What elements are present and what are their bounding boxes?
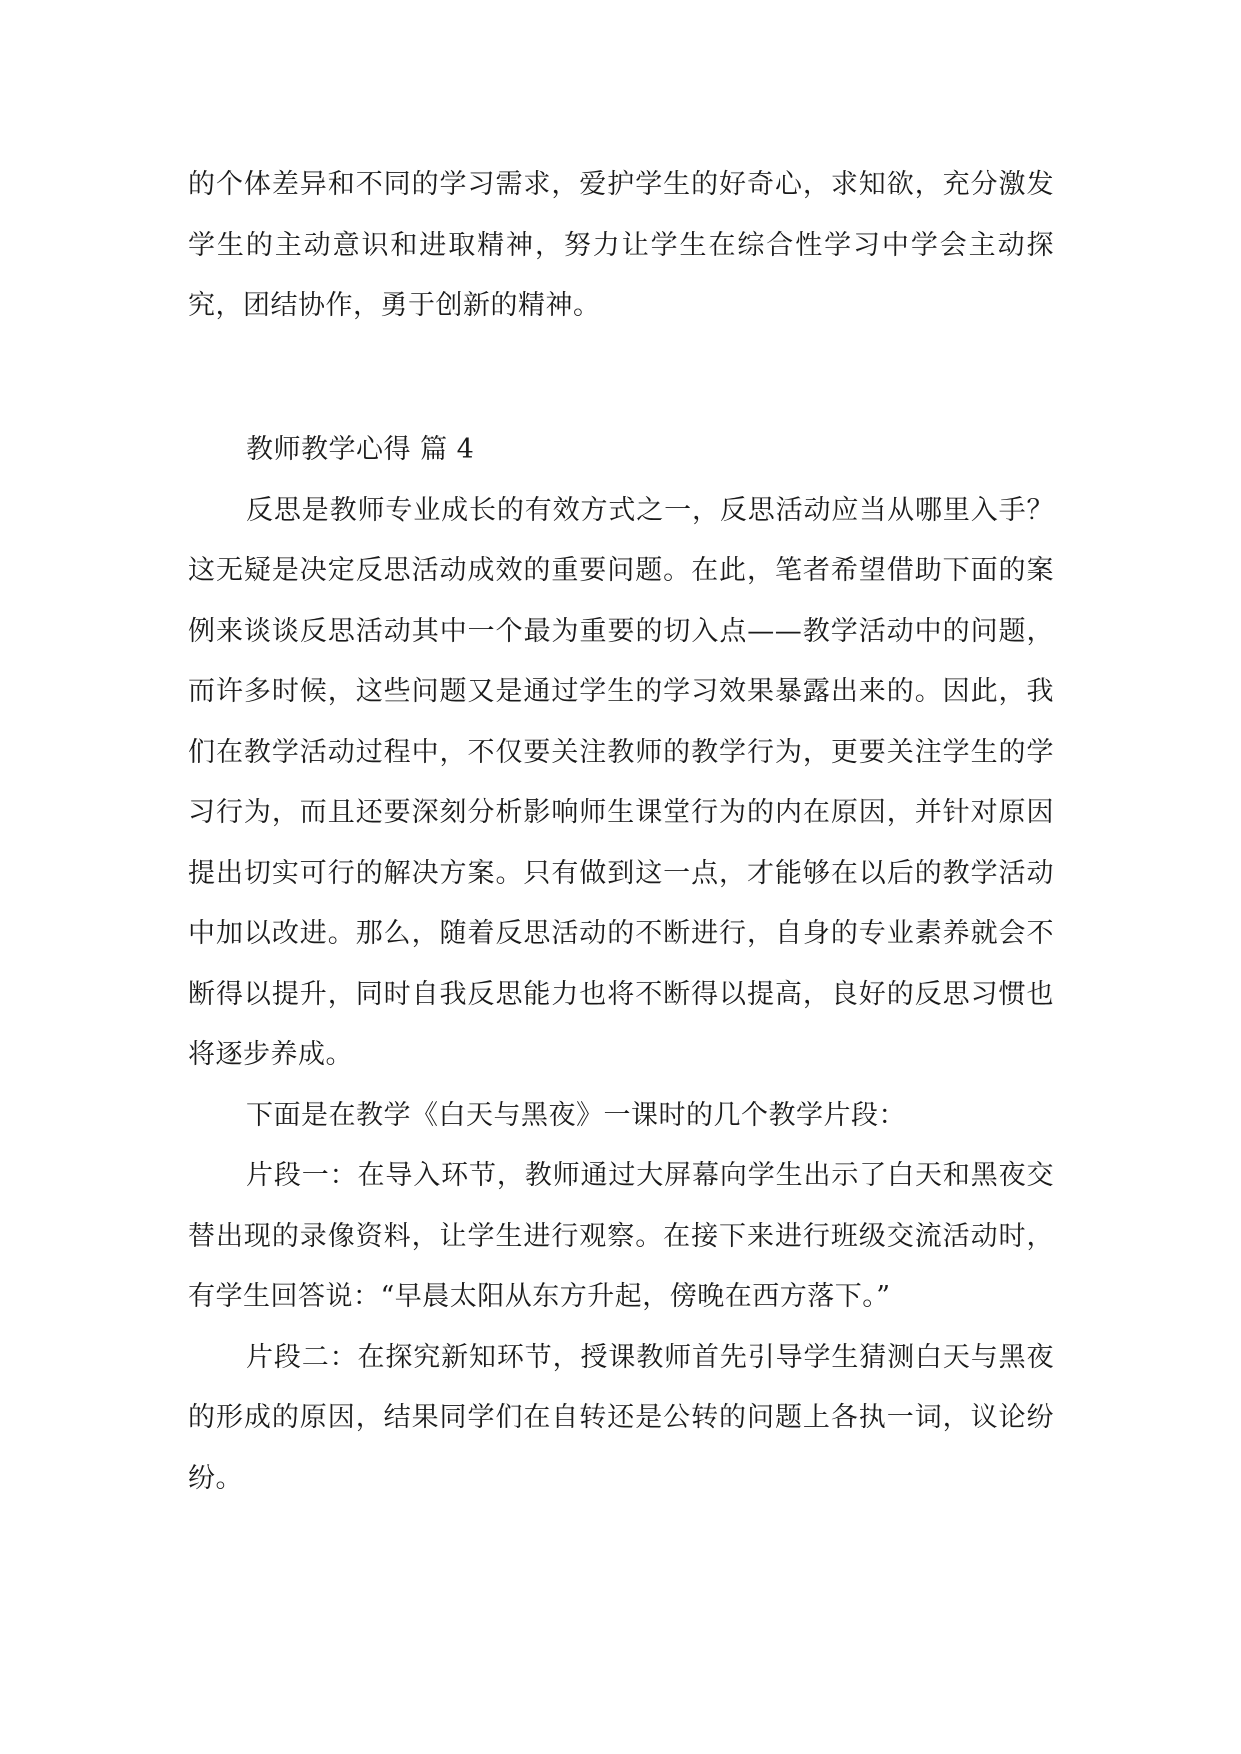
body-paragraph: 下面是在教学《白天与黑夜》一课时的几个教学片段： xyxy=(246,1099,906,1131)
body-paragraph: 片段一：在导入环节，教师通过大屏幕向学生出示了白天和黑夜交替出现的录像资料，让学生进行观察。在接下来进行班级交流活动时，有学生回答说：“早晨太阳从东方升起，傍晚在西方落下。” xyxy=(188,1160,1054,1312)
body-paragraph: 反思是教师专业成长的有效方式之一，反思活动应当从哪里入手？这无疑是决定反思活动成效的重要问题。在此，笔者希望借助下面的案例来谈谈反思活动其中一个最为重要的切入点——教学活动中的问题，而许多时候，这些问题又是通过学生的学习效果暴露出来的。因此，我们在教学活动过程中，不仅要关注教师的教学行为，更要关注学生的学习行为，而且还要深刻分析影响师生课堂行为的内在原因，并针对原因提出切实可行的解决方案。只有做到这一点，才能够在以后的教学活动中加以改进。那么，随着反思活动的不断进行，自身的专业素养就会不断得以提升，同时自我反思能力也将不断得以提高，良好的反思习惯也将逐步养成。 xyxy=(188,494,1054,1070)
continuation-paragraph: 的个体差异和不同的学习需求，爱护学生的好奇心，求知欲，充分激发学生的主动意识和进取精神，努力让学生在综合性学习中学会主动探究，团结协作，勇于创新的精神。 xyxy=(188,169,1054,321)
continuation-block xyxy=(188,155,1054,337)
section-block xyxy=(188,420,1054,1509)
body-paragraph: 片段二：在探究新知环节，授课教师首先引导学生猜测白天与黑夜的形成的原因，结果同学们在自转还是公转的问题上各执一词，议论纷纷。 xyxy=(188,1341,1054,1494)
section-heading: 教师教学心得 篇 4 xyxy=(246,434,475,465)
